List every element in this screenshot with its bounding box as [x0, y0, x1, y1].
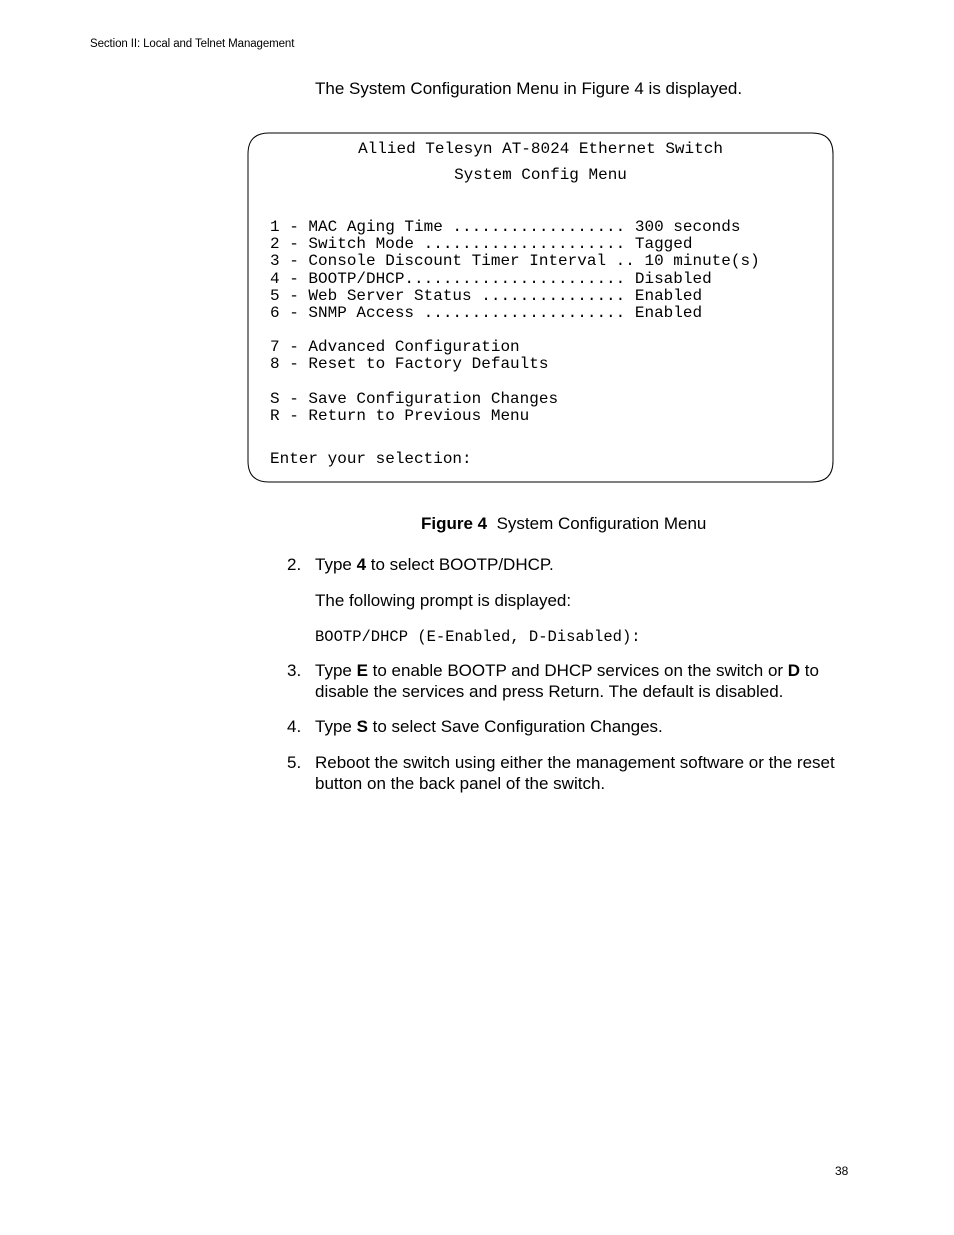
step-text-part: to select Save Configuration Changes.	[367, 717, 663, 736]
menu-item: 5 - Web Server Status ............... Enabled	[270, 287, 703, 305]
step-text-part: Type	[315, 661, 357, 680]
menu-item: 8 - Reset to Factory Defaults	[270, 355, 549, 373]
step-text-part: to disable the services and press Return. The default is disabled.	[315, 661, 819, 701]
menu-item: 6 - SNMP Access ..................... Enabled	[270, 304, 703, 322]
figure-title: System Configuration Menu	[496, 514, 707, 533]
terminal-body	[270, 132, 830, 468]
step-text	[315, 555, 850, 576]
step-text-part: to enable BOOTP and DHCP services on the switch or	[367, 661, 788, 680]
step-number: 3.	[287, 661, 302, 680]
running-header: Section II: Local and Telnet Management	[90, 38, 295, 50]
step-key: E	[356, 661, 368, 680]
menu-item: 7 - Advanced Configuration	[270, 338, 520, 356]
step-text	[315, 717, 850, 738]
step-number: 5.	[287, 753, 302, 772]
terminal-prompt: Enter your selection:	[270, 450, 472, 468]
page-number: 38	[835, 1164, 849, 1178]
step-key: 4	[356, 555, 367, 574]
step-text: Reboot the switch using either the management software or the reset button on the back panel of the switch.	[315, 753, 835, 793]
intro-paragraph: The System Configuration Menu in Figure 4 is displayed.	[315, 79, 743, 98]
terminal-screen	[247, 132, 834, 483]
step-text-part: Type	[315, 717, 357, 736]
menu-item: S - Save Configuration Changes	[270, 390, 559, 408]
menu-item: 1 - MAC Aging Time .................. 300 seconds	[270, 218, 741, 236]
menu-item: R - Return to Previous Menu	[270, 407, 530, 425]
step-number: 4.	[287, 717, 302, 736]
following-paragraph: The following prompt is displayed:	[315, 591, 572, 610]
step-key: D	[787, 661, 801, 680]
step-text	[315, 661, 850, 702]
step-number: 2.	[287, 555, 302, 574]
step-key: S	[356, 717, 368, 736]
menu-item: 4 - BOOTP/DHCP....................... Disabled	[270, 270, 712, 288]
menu-item: 3 - Console Discount Timer Interval .. 10 minute(s)	[270, 252, 760, 270]
terminal-subtitle: System Config Menu	[454, 166, 627, 184]
prompt-code: BOOTP/DHCP (E-Enabled, D-Disabled):	[315, 628, 641, 646]
terminal-title: Allied Telesyn AT-8024 Ethernet Switch	[358, 140, 723, 158]
step-text-part: Type	[315, 555, 357, 574]
figure-caption	[421, 514, 706, 534]
menu-item: 2 - Switch Mode ..................... Tagged	[270, 235, 693, 253]
step-text-part: to select BOOTP/DHCP.	[366, 555, 554, 574]
figure-label: Figure 4	[421, 514, 488, 533]
